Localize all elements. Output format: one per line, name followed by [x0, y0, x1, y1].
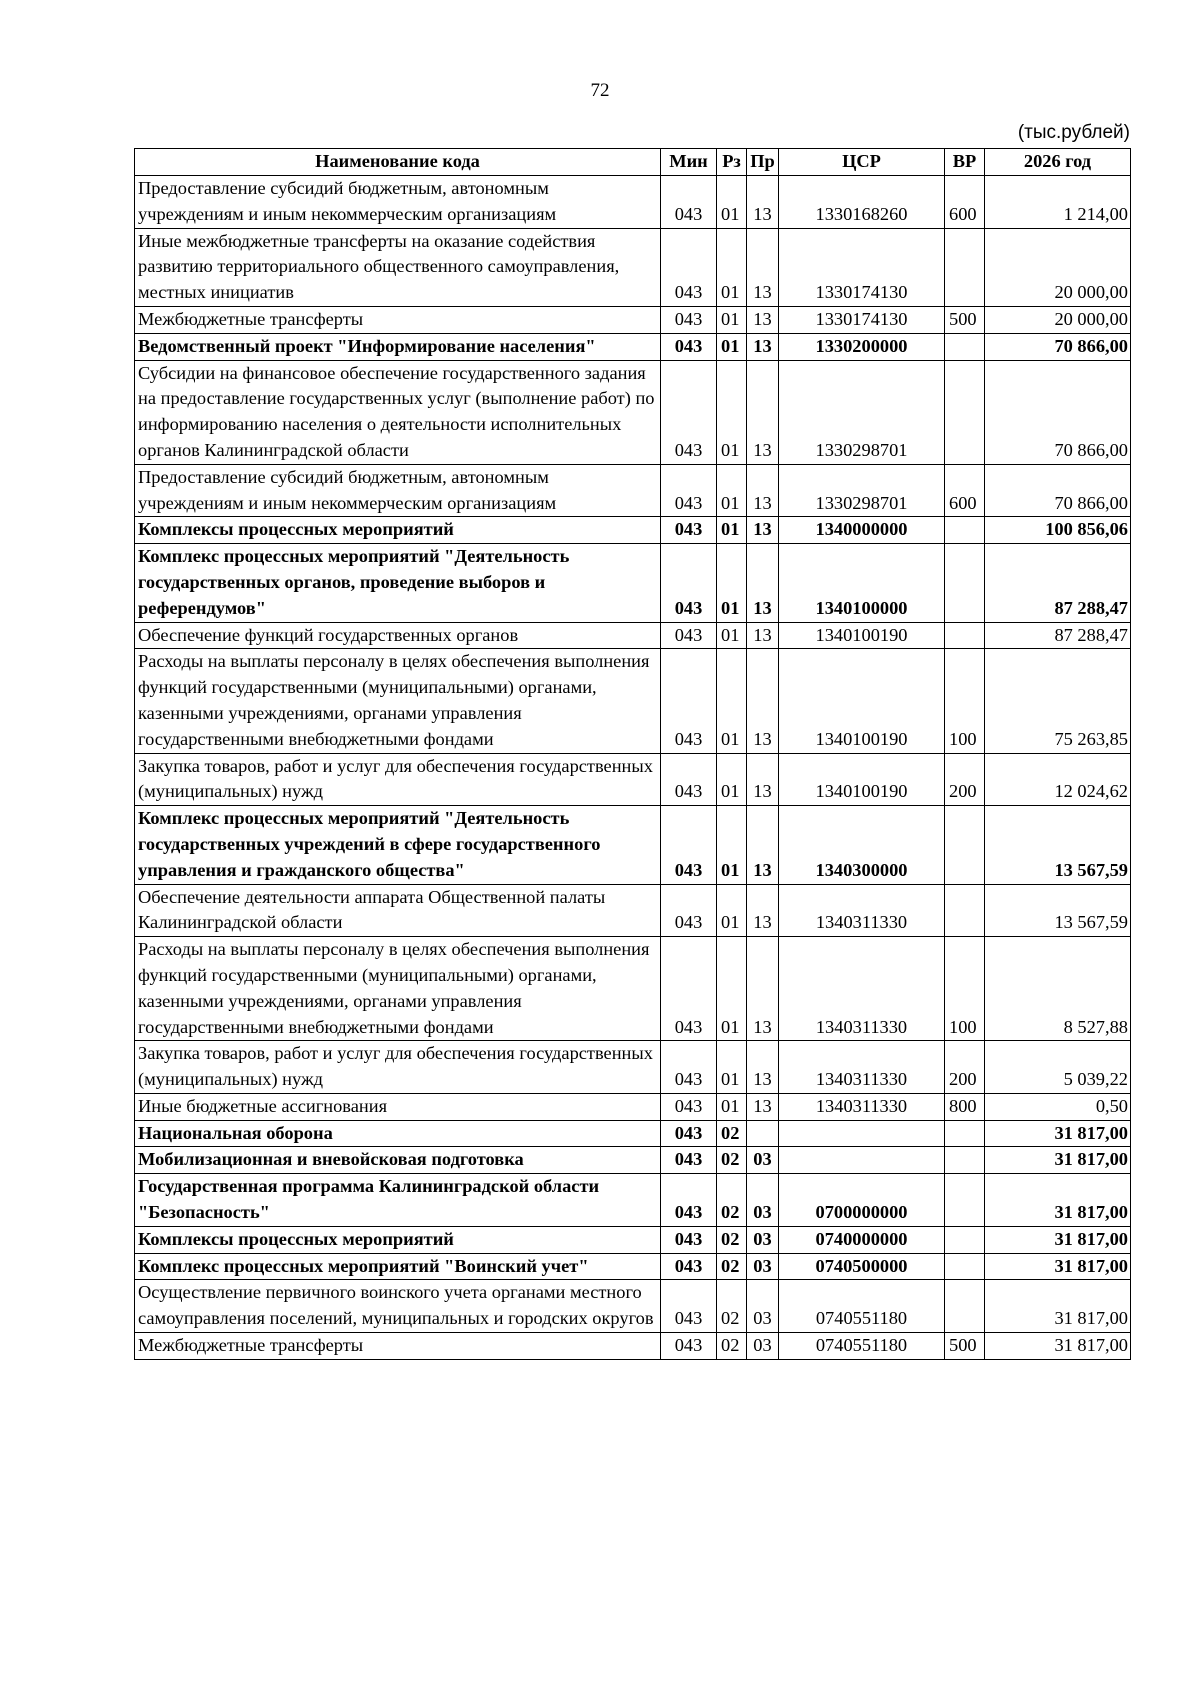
cell-name: Иные межбюджетные трансферты на оказание содействия развитию территориального общественного самоуправления, местных инициатив	[135, 228, 661, 306]
table-row	[135, 360, 1131, 464]
cell-pr: 03	[747, 1174, 779, 1227]
cell-rz: 02	[717, 1120, 747, 1147]
cell-rz: 01	[717, 1093, 747, 1120]
header-year: 2026 год	[985, 149, 1131, 176]
cell-min: 043	[661, 176, 717, 229]
cell-vr	[945, 1174, 985, 1227]
cell-name: Комплекс процессных мероприятий "Воинский учет"	[135, 1253, 661, 1280]
cell-vr: 600	[945, 464, 985, 517]
cell-amount: 31 817,00	[985, 1174, 1131, 1227]
table-row	[135, 622, 1131, 649]
cell-min: 043	[661, 517, 717, 544]
cell-amount: 5 039,22	[985, 1041, 1131, 1094]
table-row	[135, 1333, 1131, 1360]
table-body	[135, 176, 1131, 1360]
cell-min: 043	[661, 1147, 717, 1174]
cell-pr: 13	[747, 649, 779, 753]
cell-vr	[945, 806, 985, 884]
cell-pr: 13	[747, 806, 779, 884]
cell-csr: 1340100000	[779, 544, 945, 622]
cell-csr: 1330174130	[779, 228, 945, 306]
table-row	[135, 884, 1131, 937]
cell-vr	[945, 884, 985, 937]
cell-pr: 13	[747, 360, 779, 464]
cell-pr: 13	[747, 937, 779, 1041]
cell-amount: 31 817,00	[985, 1120, 1131, 1147]
table-row	[135, 649, 1131, 753]
cell-min: 043	[661, 306, 717, 333]
cell-name: Закупка товаров, работ и услуг для обеспечения государственных (муниципальных) нужд	[135, 753, 661, 806]
cell-name: Национальная оборона	[135, 1120, 661, 1147]
table-row	[135, 1041, 1131, 1094]
table-row	[135, 517, 1131, 544]
cell-pr: 13	[747, 333, 779, 360]
cell-pr: 13	[747, 176, 779, 229]
cell-min: 043	[661, 806, 717, 884]
cell-csr: 1330200000	[779, 333, 945, 360]
cell-vr: 500	[945, 306, 985, 333]
cell-amount: 13 567,59	[985, 806, 1131, 884]
cell-min: 043	[661, 1174, 717, 1227]
cell-pr: 13	[747, 544, 779, 622]
cell-amount: 20 000,00	[985, 228, 1131, 306]
cell-pr: 03	[747, 1147, 779, 1174]
cell-name: Субсидии на финансовое обеспечение государственного задания на предоставление государственных услуг (выполнение работ) по информированию населения о деятельности исполнительных органов Калининградской области	[135, 360, 661, 464]
cell-pr	[747, 1120, 779, 1147]
cell-amount: 100 856,06	[985, 517, 1131, 544]
cell-min: 043	[661, 622, 717, 649]
cell-amount: 31 817,00	[985, 1253, 1131, 1280]
cell-name: Ведомственный проект "Информирование населения"	[135, 333, 661, 360]
cell-name: Осуществление первичного воинского учета органами местного самоуправления поселений, муниципальных и городских округов	[135, 1280, 661, 1333]
table-row	[135, 464, 1131, 517]
cell-min: 043	[661, 1253, 717, 1280]
cell-vr: 100	[945, 937, 985, 1041]
cell-pr: 13	[747, 753, 779, 806]
cell-min: 043	[661, 1041, 717, 1094]
header-vr: ВР	[945, 149, 985, 176]
cell-vr	[945, 1253, 985, 1280]
cell-csr: 1340000000	[779, 517, 945, 544]
cell-name: Комплекс процессных мероприятий "Деятельность государственных органов, проведение выборов и референдумов"	[135, 544, 661, 622]
cell-name: Предоставление субсидий бюджетным, автономным учреждениям и иным некоммерческим организациям	[135, 464, 661, 517]
cell-min: 043	[661, 884, 717, 937]
cell-min: 043	[661, 937, 717, 1041]
cell-rz: 02	[717, 1147, 747, 1174]
cell-name: Комплексы процессных мероприятий	[135, 1226, 661, 1253]
cell-vr: 200	[945, 753, 985, 806]
cell-rz: 02	[717, 1333, 747, 1360]
table-row	[135, 937, 1131, 1041]
table-row	[135, 544, 1131, 622]
cell-csr: 1340311330	[779, 1041, 945, 1094]
cell-amount: 75 263,85	[985, 649, 1131, 753]
cell-name: Межбюджетные трансферты	[135, 1333, 661, 1360]
cell-rz: 02	[717, 1174, 747, 1227]
cell-csr: 0740551180	[779, 1333, 945, 1360]
cell-pr: 13	[747, 1041, 779, 1094]
cell-min: 043	[661, 360, 717, 464]
cell-min: 043	[661, 649, 717, 753]
cell-name: Обеспечение функций государственных органов	[135, 622, 661, 649]
cell-name: Расходы на выплаты персоналу в целях обеспечения выполнения функций государственными (муниципальными) органами, казенными учреждениями, органами управления государственными внебюджетными фондами	[135, 649, 661, 753]
cell-vr	[945, 333, 985, 360]
cell-name: Иные бюджетные ассигнования	[135, 1093, 661, 1120]
cell-min: 043	[661, 753, 717, 806]
page-number: 72	[590, 80, 610, 101]
cell-amount: 87 288,47	[985, 544, 1131, 622]
table-row	[135, 753, 1131, 806]
cell-name: Предоставление субсидий бюджетным, автономным учреждениям и иным некоммерческим организациям	[135, 176, 661, 229]
cell-csr: 0740000000	[779, 1226, 945, 1253]
cell-vr: 800	[945, 1093, 985, 1120]
cell-csr: 1340100190	[779, 753, 945, 806]
cell-pr: 13	[747, 622, 779, 649]
table-header	[135, 149, 1131, 176]
cell-csr	[779, 1120, 945, 1147]
cell-vr	[945, 1120, 985, 1147]
cell-amount: 70 866,00	[985, 360, 1131, 464]
cell-csr: 0700000000	[779, 1174, 945, 1227]
header-rz: Рз	[717, 149, 747, 176]
cell-vr: 500	[945, 1333, 985, 1360]
table-row	[135, 1174, 1131, 1227]
cell-vr: 200	[945, 1041, 985, 1094]
cell-csr: 1340300000	[779, 806, 945, 884]
cell-pr: 13	[747, 884, 779, 937]
cell-name: Комплексы процессных мероприятий	[135, 517, 661, 544]
cell-name: Межбюджетные трансферты	[135, 306, 661, 333]
cell-csr: 1330174130	[779, 306, 945, 333]
header-row	[135, 149, 1131, 176]
cell-rz: 01	[717, 622, 747, 649]
cell-csr: 0740500000	[779, 1253, 945, 1280]
cell-amount: 20 000,00	[985, 306, 1131, 333]
cell-amount: 31 817,00	[985, 1280, 1131, 1333]
cell-pr: 13	[747, 306, 779, 333]
cell-amount: 8 527,88	[985, 937, 1131, 1041]
cell-amount: 31 817,00	[985, 1226, 1131, 1253]
cell-csr: 1330298701	[779, 360, 945, 464]
cell-csr: 1340311330	[779, 937, 945, 1041]
cell-vr	[945, 228, 985, 306]
cell-csr: 1340311330	[779, 884, 945, 937]
cell-vr: 100	[945, 649, 985, 753]
table-row	[135, 1120, 1131, 1147]
units-label: (тыс.рублей)	[1017, 122, 1130, 143]
table-row	[135, 1147, 1131, 1174]
cell-min: 043	[661, 464, 717, 517]
cell-pr: 13	[747, 228, 779, 306]
cell-rz: 01	[717, 649, 747, 753]
cell-pr: 03	[747, 1226, 779, 1253]
cell-pr: 13	[747, 517, 779, 544]
cell-csr: 1330168260	[779, 176, 945, 229]
cell-name: Расходы на выплаты персоналу в целях обеспечения выполнения функций государственными (муниципальными) органами, казенными учреждениями, органами управления государственными внебюджетными фондами	[135, 937, 661, 1041]
table-row	[135, 1226, 1131, 1253]
cell-amount: 31 817,00	[985, 1333, 1131, 1360]
cell-min: 043	[661, 333, 717, 360]
cell-rz: 01	[717, 937, 747, 1041]
cell-rz: 01	[717, 753, 747, 806]
cell-csr: 1330298701	[779, 464, 945, 517]
cell-name: Государственная программа Калининградской области "Безопасность"	[135, 1174, 661, 1227]
header-name: Наименование кода	[135, 149, 661, 176]
cell-min: 043	[661, 1226, 717, 1253]
cell-vr	[945, 360, 985, 464]
cell-vr	[945, 517, 985, 544]
budget-table	[134, 148, 1131, 1360]
cell-rz: 01	[717, 228, 747, 306]
cell-amount: 0,50	[985, 1093, 1131, 1120]
cell-amount: 87 288,47	[985, 622, 1131, 649]
table-row	[135, 1093, 1131, 1120]
cell-min: 043	[661, 544, 717, 622]
cell-rz: 02	[717, 1280, 747, 1333]
cell-name: Мобилизационная и вневойсковая подготовка	[135, 1147, 661, 1174]
table-row	[135, 806, 1131, 884]
cell-amount: 70 866,00	[985, 464, 1131, 517]
cell-amount: 12 024,62	[985, 753, 1131, 806]
cell-csr: 0740551180	[779, 1280, 945, 1333]
cell-min: 043	[661, 228, 717, 306]
header-min: Мин	[661, 149, 717, 176]
table-row	[135, 1253, 1131, 1280]
cell-amount: 31 817,00	[985, 1147, 1131, 1174]
cell-amount: 1 214,00	[985, 176, 1131, 229]
cell-csr: 1340311330	[779, 1093, 945, 1120]
cell-csr	[779, 1147, 945, 1174]
cell-min: 043	[661, 1333, 717, 1360]
cell-pr: 13	[747, 1093, 779, 1120]
cell-amount: 13 567,59	[985, 884, 1131, 937]
cell-rz: 01	[717, 517, 747, 544]
cell-name: Комплекс процессных мероприятий "Деятельность государственных учреждений в сфере государственного управления и гражданского общества"	[135, 806, 661, 884]
cell-pr: 03	[747, 1253, 779, 1280]
table-row	[135, 176, 1131, 229]
cell-vr: 600	[945, 176, 985, 229]
cell-csr: 1340100190	[779, 622, 945, 649]
cell-rz: 02	[717, 1226, 747, 1253]
table-row	[135, 228, 1131, 306]
table-row	[135, 1280, 1131, 1333]
cell-rz: 01	[717, 306, 747, 333]
cell-min: 043	[661, 1120, 717, 1147]
cell-rz: 01	[717, 806, 747, 884]
cell-amount: 70 866,00	[985, 333, 1131, 360]
cell-rz: 01	[717, 360, 747, 464]
table-row	[135, 333, 1131, 360]
cell-rz: 01	[717, 464, 747, 517]
cell-name: Обеспечение деятельности аппарата Общественной палаты Калининградской области	[135, 884, 661, 937]
cell-name: Закупка товаров, работ и услуг для обеспечения государственных (муниципальных) нужд	[135, 1041, 661, 1094]
cell-min: 043	[661, 1093, 717, 1120]
cell-vr	[945, 1226, 985, 1253]
cell-rz: 01	[717, 176, 747, 229]
cell-rz: 02	[717, 1253, 747, 1280]
cell-vr	[945, 1280, 985, 1333]
cell-min: 043	[661, 1280, 717, 1333]
cell-pr: 03	[747, 1333, 779, 1360]
cell-vr	[945, 622, 985, 649]
cell-rz: 01	[717, 884, 747, 937]
cell-rz: 01	[717, 1041, 747, 1094]
cell-rz: 01	[717, 333, 747, 360]
cell-vr	[945, 1147, 985, 1174]
cell-pr: 03	[747, 1280, 779, 1333]
cell-vr	[945, 544, 985, 622]
cell-rz: 01	[717, 544, 747, 622]
header-pr: Пр	[747, 149, 779, 176]
cell-csr: 1340100190	[779, 649, 945, 753]
table-row	[135, 306, 1131, 333]
cell-pr: 13	[747, 464, 779, 517]
header-csr: ЦСР	[779, 149, 945, 176]
